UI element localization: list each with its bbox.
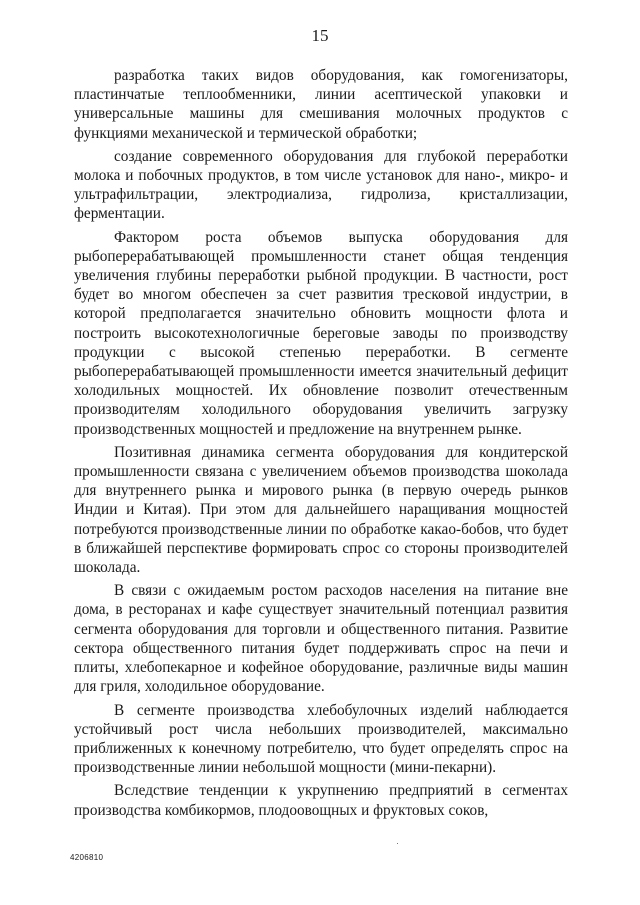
paragraph-fish-processing: Фактором роста объемов выпуска оборудования для рыбоперерабатывающей промышленности станет общая тенденция увеличения глубины переработки рыбной продукции. В частности, рост будет во многом обеспечен за счет развития тресковой индустрии, в которой предполагается значительно обновить мощности флота и построить высокотехнологичные береговые заводы по производству продукции с высокой степенью переработки. В сегменте рыбоперерабатывающей промышленности имеется значительный дефицит холодильных мощностей. Их обновление позволит отечественным производителям холодильного оборудования увеличить загрузку производственных мощностей и предложение на внутреннем рынке. xyxy=(74,228,568,438)
paragraph-consolidation: Вследствие тенденции к укрупнению предприятий в сегментах производства комбикормов, плодоовощных и фруктовых соков, xyxy=(74,782,568,819)
scan-speck xyxy=(397,843,398,844)
document-body xyxy=(74,66,568,824)
paragraph-confectionery: Позитивная динамика сегмента оборудования для кондитерской промышленности связана с увеличением объемов производства шоколада для внутреннего рынка и мирового рынка (в первую очередь рынков Индии и Китая). При этом для дальнейшего наращивания мощностей потребуются производственные линии по обработке какао-бобов, что будет в ближайшей перспективе формировать спрос со стороны производителей шоколада. xyxy=(74,443,568,577)
paragraph-deep-processing: создание современного оборудования для глубокой переработки молока и побочных продуктов, в том числе установок для нано-, микро- и ультрафильтрации, электродиализа, гидролиза, кристаллизации, ферментации. xyxy=(74,147,568,223)
page-number: 15 xyxy=(311,26,329,45)
paragraph-bakery: В сегменте производства хлебобулочных изделий наблюдается устойчивый рост числа небольших производителей, максимально приближенных к конечному потребителю, что будет определять спрос на производственные линии небольшой мощности (мини-пекарни). xyxy=(74,701,568,777)
paragraph-dairy-equipment-list: разработка таких видов оборудования, как гомогенизаторы, пластинчатые теплообменники, линии асептической упаковки и универсальные машины для смешивания молочных продуктов с функциями механической и термической обработки; xyxy=(74,67,568,142)
paragraph-food-service: В связи с ожидаемым ростом расходов населения на питание вне дома, в ресторанах и кафе существует значительный потенциал развития сегмента оборудования для торговли и общественного питания. Развитие сектора общественного питания будет поддерживать спрос на печи и плиты, хлебопекарное и кофейное оборудование, различные виды машин для гриля, холодильное оборудование. xyxy=(74,582,568,696)
document-code: 4206810 xyxy=(70,853,104,862)
